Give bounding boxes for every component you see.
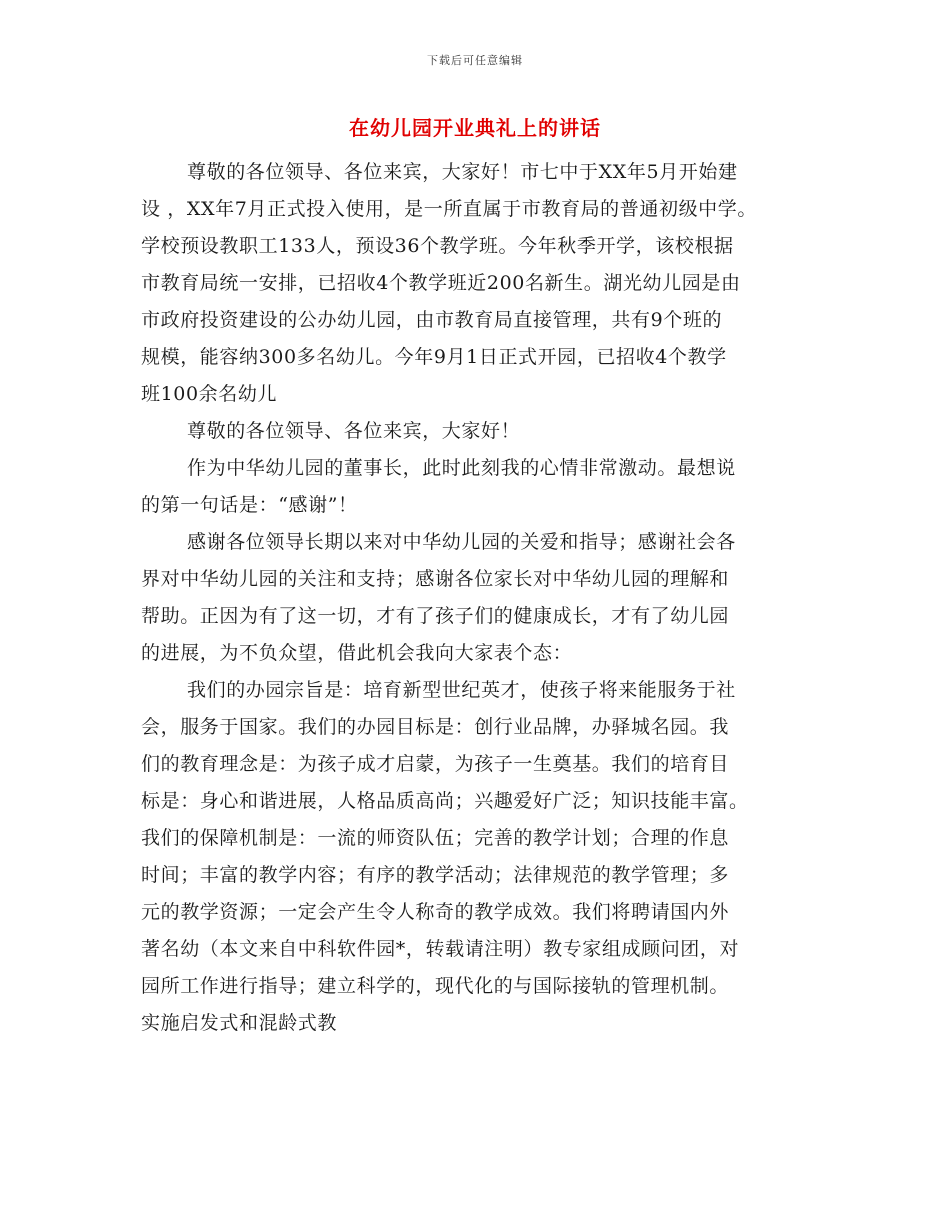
text-line: 时间；丰富的教学内容；有序的教学活动；法律规范的教学管理；多 xyxy=(141,864,730,886)
document-body xyxy=(141,154,816,1042)
text-line: 实施启发式和混龄式教 xyxy=(141,1012,338,1034)
text-line: 学校预设教职工133人，预设36个教学班。今年秋季开学，该校根据 xyxy=(141,235,734,257)
text-line: 我们的保障机制是：一流的师资队伍；完善的教学计划；合理的作息 xyxy=(141,827,730,849)
text-line: 作为中华幼儿园的董事长，此时此刻我的心情非常激动。最想说 xyxy=(187,457,736,479)
text-line: 们的教育理念是：为孩子成才启蒙，为孩子一生奠基。我们的培育目 xyxy=(141,753,730,775)
text-line: 园所工作进行指导；建立科学的，现代化的与国际接轨的管理机制。 xyxy=(141,975,730,997)
text-line: 市教育局统一安排，已招收4个教学班近200名新生。湖光幼儿园是由 xyxy=(141,272,741,294)
text-line: 会，服务于国家。我们的办园目标是：创行业品牌，办驿城名园。我 xyxy=(141,716,730,738)
header-note: 下载后可任意编辑 xyxy=(427,54,523,67)
text-line: 著名幼（本文来自中科软件园*，转载请注明）教专家组成顾问团，对 xyxy=(141,938,740,960)
text-line: 元的教学资源；一定会产生令人称奇的教学成效。我们将聘请国内外 xyxy=(141,901,730,923)
text-line: 我们的办园宗旨是：培育新型世纪英才，使孩子将来能服务于社 xyxy=(187,679,736,701)
text-line: 设 ，XX年7月正式投入使用，是一所直属于市教育局的普通初级中学。 xyxy=(141,198,757,220)
text-line: 尊敬的各位领导、各位来宾，大家好！市七中于XX年5月开始建 xyxy=(187,161,738,183)
text-line: 规模，能容纳300多名幼儿。今年9月1日正式开园，已招收4个教学 xyxy=(141,346,727,368)
text-line: 的进展，为不负众望，借此机会我向大家表个态： xyxy=(141,642,573,664)
text-line: 班100余名幼儿 xyxy=(141,383,278,405)
document-title: 在幼儿园开业典礼上的讲话 xyxy=(349,116,601,140)
text-line: 帮助。正因为有了这一切，才有了孩子们的健康成长，才有了幼儿园 xyxy=(141,605,730,627)
text-line: 尊敬的各位领导、各位来宾，大家好！ xyxy=(187,420,521,442)
text-line: 的第一句话是：“感谢”！ xyxy=(141,494,358,516)
text-line: 界对中华幼儿园的关注和支持；感谢各位家长对中华幼儿园的理解和 xyxy=(141,568,730,590)
text-line: 市政府投资建设的公办幼儿园，由市教育局直接管理，共有9个班的 xyxy=(141,309,723,331)
text-line: 感谢各位领导长期以来对中华幼儿园的关爱和指导；感谢社会各 xyxy=(187,531,736,553)
text-line: 标是：身心和谐进展，人格品质高尚；兴趣爱好广泛；知识技能丰富。 xyxy=(141,790,749,812)
